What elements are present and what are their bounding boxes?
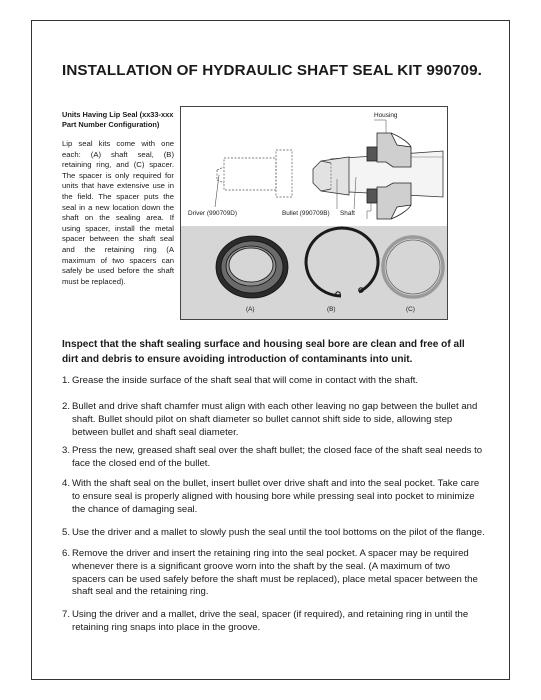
page-title: INSTALLATION OF HYDRAULIC SHAFT SEAL KIT 990709. xyxy=(62,62,482,79)
step-text: Use the driver and a mallet to slowly push the seal until the tool bottoms on the pilot of the flange. xyxy=(72,527,485,538)
step-number: 7. xyxy=(62,609,71,620)
part-a-label: (A) xyxy=(246,306,255,313)
step-item xyxy=(62,375,486,388)
step-number: 6. xyxy=(62,548,71,559)
step-number: 2. xyxy=(62,401,71,412)
bullet-label: Bullet (990709B) xyxy=(282,210,330,217)
step-text: With the shaft seal on the bullet, insert bullet over drive shaft and into the seal pocket. Take care to ensure seal is properly aligned with housing bore while pressing seal into pocket to minimize the chance of damaging seal. xyxy=(72,478,480,515)
step-item xyxy=(62,445,486,471)
step-text: Press the new, greased shaft seal over the shaft bullet; the closed face of the shaft seal needs to face the closed end of the bullet. xyxy=(72,445,483,469)
housing-label: Housing xyxy=(374,112,398,119)
step-text: Using the driver and a mallet, drive the seal, spacer (if required), and retaining ring in until the retaining ring snaps into place in the groove. xyxy=(72,609,469,633)
step-text: Bullet and drive shaft chamfer must align with each other leaving no gap between the bullet and shaft. Bullet should pilot on shaft diameter so bullet cannot shift side to side, allowing step between bullet and shaft seal diameter. xyxy=(72,401,478,438)
intro-body: Lip seal kits come with one each: (A) shaft seal, (B) retaining ring, and (C) spacer. The spacer is only required for units that have extensive use in the field. The spacer puts the seal in a new location down the shaft on the sealing area. If using spacer, install the metal spacer between the shaft seal and the retaining ring (A maximum of two spacers can safely be used before the shaft must be replaced). xyxy=(62,139,174,286)
cleanliness-warning: Inspect that the shaft sealing surface and housing seal bore are clean and free of all dirt and debris to ensure avoiding introduction of contaminants into unit. xyxy=(62,339,465,365)
intro-heading: Units Having Lip Seal (xx33-xxx Part Number Configuration) xyxy=(62,110,174,129)
step-item xyxy=(62,548,486,599)
step-item xyxy=(62,478,486,516)
installation-figure xyxy=(180,106,448,320)
step-item xyxy=(62,609,486,635)
step-item xyxy=(62,527,486,540)
part-b-label: (B) xyxy=(327,306,336,313)
retaining-ring-part-b xyxy=(306,228,378,296)
step-number: 3. xyxy=(62,445,71,456)
spacer-part-c xyxy=(383,237,443,297)
bullet-drawing xyxy=(313,157,349,195)
step-number: 1. xyxy=(62,375,71,386)
step-item xyxy=(62,401,486,439)
step-number: 5. xyxy=(62,527,71,538)
step-text: Remove the driver and insert the retaining ring into the seal pocket. A spacer may be required whenever there is a significant groove worn into the shaft by the seal. (A maximum of two spacers can be used safely before the shaft must be replaced), place metal spacer between the shaft seal and the retaining ring. xyxy=(72,548,478,598)
shaft-label: Shaft xyxy=(340,210,355,217)
driver-tool-drawing xyxy=(217,150,292,197)
driver-label: Driver (990709D) xyxy=(188,210,238,217)
shaft-seal-part-a xyxy=(216,236,288,298)
step-number: 4. xyxy=(62,478,71,489)
part-c-label: (C) xyxy=(406,306,415,313)
step-text: Grease the inside surface of the shaft seal that will come in contact with the shaft. xyxy=(72,375,419,386)
